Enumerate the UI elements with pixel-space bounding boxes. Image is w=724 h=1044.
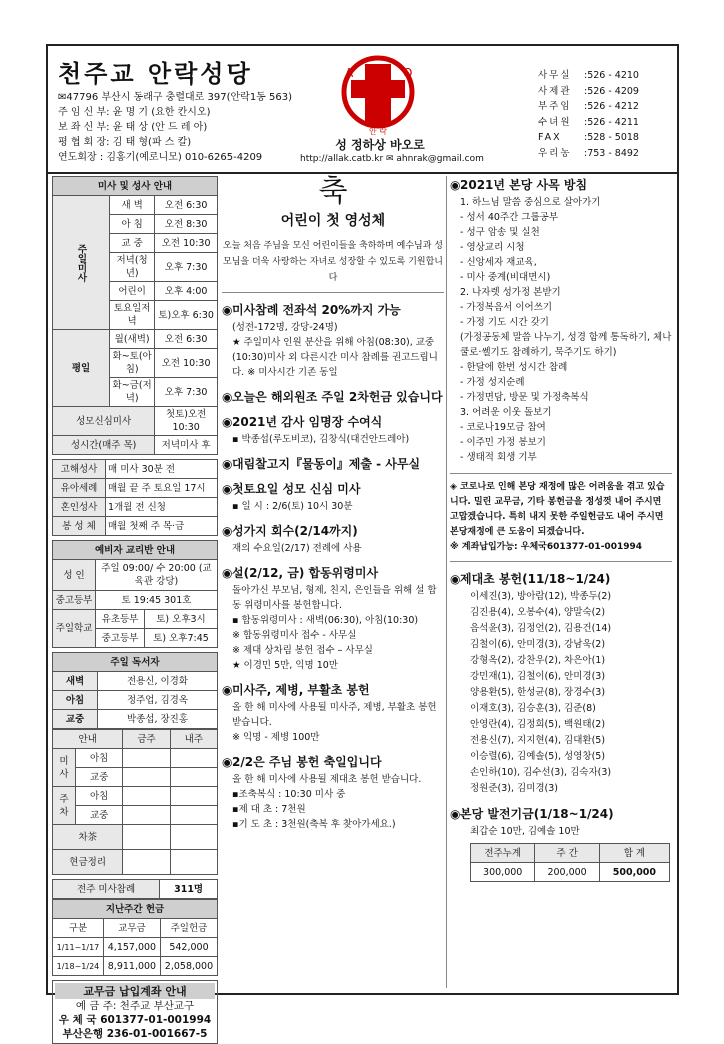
logo-omega: O bbox=[403, 66, 413, 80]
mass-name: 화~금(저녁) bbox=[110, 378, 155, 407]
contact-row bbox=[538, 115, 639, 131]
notice-title-text: 2/2은 주님 봉헌 축일입니다 bbox=[232, 755, 382, 769]
catechism-table bbox=[52, 540, 218, 648]
notice-body: 올 한 해 미사에 사용될 미사주, 제병, 부활초 봉헌 받습니다. ※ 익명 - 제병 100만 bbox=[232, 702, 437, 743]
address: ✉47796 부산시 동래구 충렬대로 397(안락1동 563) bbox=[58, 92, 293, 103]
lector-row bbox=[53, 691, 218, 710]
contact-row bbox=[538, 84, 639, 100]
school-mid: 중고등부 bbox=[96, 629, 145, 648]
notice-body: ▪ 일 시 : 2/6(토) 10시 30분 bbox=[232, 501, 353, 512]
notice-title bbox=[222, 455, 444, 472]
middle-column bbox=[222, 176, 444, 832]
mass-time: 오전 6:30 bbox=[155, 330, 218, 349]
guide-head: 안내 bbox=[53, 730, 123, 749]
contact-label: FAX bbox=[538, 132, 562, 144]
guide-parking: 주차 bbox=[53, 787, 76, 825]
guide-offering: 현금정리 bbox=[53, 850, 123, 875]
contact-list bbox=[538, 68, 639, 162]
congrats-glyph: 축 bbox=[318, 174, 348, 209]
sunday-label: 주일미사 bbox=[53, 196, 110, 330]
guide-this-week: 금주 bbox=[123, 730, 170, 749]
contact-label: 우리농 bbox=[538, 147, 572, 159]
bullet-icon: ◉ bbox=[222, 390, 233, 404]
guide-cell: 아침 bbox=[76, 749, 123, 768]
congrats-box bbox=[222, 176, 444, 293]
lector-row bbox=[53, 710, 218, 729]
notice-section bbox=[222, 455, 444, 472]
fund-val: 300,000 bbox=[471, 863, 535, 882]
school-label: 주일학교 bbox=[53, 610, 96, 648]
mass-name: 새 벽 bbox=[110, 196, 155, 215]
guide-tea: 차茶 bbox=[53, 825, 123, 850]
notice-title bbox=[222, 753, 444, 770]
offer-cell: 8,911,000 bbox=[103, 957, 160, 976]
donor-title: ◉제대초 봉헌(11/18~1/24) bbox=[450, 572, 611, 586]
mid-label: 중고등부 bbox=[53, 591, 96, 610]
contact-label: 수녀원 bbox=[538, 116, 572, 128]
mass-time: 오후 7:30 bbox=[155, 378, 218, 407]
notice-body: 재의 수요일(2/17) 전례에 사용 bbox=[232, 543, 362, 554]
funeral-chair: 연도회장 : 김홍기(예로니모) 010-6265-4209 bbox=[58, 152, 263, 163]
notice-section bbox=[222, 564, 444, 673]
offering-table bbox=[52, 899, 218, 976]
offer-head: 교무금 bbox=[103, 919, 160, 938]
attendance-label: 전주 미사참례 bbox=[53, 880, 160, 899]
parish-info bbox=[58, 90, 292, 165]
weekday-label: 평일 bbox=[53, 330, 110, 407]
fund-total: 500,000 bbox=[599, 863, 669, 882]
notice-title bbox=[222, 388, 444, 405]
sunday-mass-row bbox=[53, 196, 218, 215]
account-box bbox=[52, 980, 218, 1044]
bullet-icon: ◉ bbox=[222, 566, 233, 580]
notice-title-text: 첫토요일 성모 신심 미사 bbox=[232, 482, 361, 496]
notice-title-text: 미사참례 전좌석 20%까지 가능 bbox=[232, 303, 401, 317]
attendance-value: 311명 bbox=[160, 880, 218, 899]
sacrament-name: 유아세례 bbox=[53, 479, 106, 498]
bullet-icon: ◉ bbox=[222, 524, 233, 538]
contact-sep: : bbox=[584, 85, 588, 97]
notice-title-text: 성가지 회수(2/14까지) bbox=[232, 524, 358, 538]
congrats-title: 어린이 첫 영성체 bbox=[280, 213, 386, 229]
website-email[interactable]: http://allak.catb.kr ✉ ahnrak@gmail.com bbox=[300, 154, 484, 164]
etc-name: 성모신심미사 bbox=[53, 407, 155, 436]
bullet-icon: ◉ bbox=[222, 415, 233, 429]
right-column bbox=[450, 176, 672, 882]
contact-number: 526 - 4210 bbox=[587, 70, 639, 81]
offer-cell: 1/11~1/17 bbox=[53, 938, 104, 957]
mass-name: 아 침 bbox=[110, 215, 155, 234]
sacrament-table bbox=[52, 459, 218, 536]
lector-row bbox=[53, 672, 218, 691]
notice-body: ▪ 박종섭(루도비코), 김창식(대건안드레아) bbox=[232, 434, 410, 445]
etc-time: 저녁미사 후 bbox=[155, 436, 218, 455]
account-holder: 예 금 주: 천주교 부산교구 bbox=[75, 1000, 195, 1012]
mass-time: 오후 7:30 bbox=[155, 253, 218, 282]
fund-head: 전주누계 bbox=[471, 844, 535, 863]
contact-sep: : bbox=[584, 132, 588, 144]
attendance-table bbox=[52, 879, 218, 899]
fund-body: 최갑순 10만, 김예솔 10만 bbox=[470, 826, 580, 837]
contact-number: 528 - 5018 bbox=[587, 132, 639, 144]
account-post: 우 체 국 601377-01-001994 bbox=[58, 1014, 212, 1026]
contact-number: 526 - 4209 bbox=[587, 85, 639, 97]
fund-head: 주 간 bbox=[535, 844, 599, 863]
bullet-icon: ◉ bbox=[222, 303, 233, 317]
offer-cell: 542,000 bbox=[160, 938, 217, 957]
offering-title: 지난주간 헌금 bbox=[53, 900, 218, 919]
lector-mass: 교중 bbox=[53, 710, 98, 729]
lector-mass: 아침 bbox=[53, 691, 98, 710]
notice-title-text: 오늘은 해외원조 주일 2차헌금 있습니다 bbox=[232, 390, 443, 404]
notice-title bbox=[222, 564, 444, 581]
notice-title bbox=[222, 480, 444, 497]
council-president: 평 협 회 장: 김 태 형(파 스 칼) bbox=[58, 137, 192, 148]
etc-name: 성시간(매주 목) bbox=[53, 436, 155, 455]
fund-val: 200,000 bbox=[535, 863, 599, 882]
bullet-icon: ◉ bbox=[222, 457, 233, 471]
lector-title: 주일 독서자 bbox=[53, 653, 218, 672]
bulletin-frame bbox=[46, 44, 679, 1040]
header bbox=[48, 46, 677, 174]
guide-cell: 교중 bbox=[76, 768, 123, 787]
notice-title-text: 대림찰고지『물동이』제출 - 사무실 bbox=[232, 457, 421, 471]
etc-mass-row bbox=[53, 407, 218, 436]
offer-cell: 1/18~1/24 bbox=[53, 957, 104, 976]
notice-title-text: 2021년 감사 임명장 수여식 bbox=[232, 415, 383, 429]
guide-cell: 아침 bbox=[76, 787, 123, 806]
notice-title bbox=[222, 522, 444, 539]
logo-text: 안 락 bbox=[369, 127, 387, 136]
sacrament-row bbox=[53, 517, 218, 536]
guide-table bbox=[52, 729, 218, 875]
parish-logo-icon bbox=[323, 52, 433, 138]
lector-names: 전용신, 이경화 bbox=[98, 672, 218, 691]
account-title: 교무금 납입계좌 안내 bbox=[55, 983, 215, 999]
notice-title bbox=[222, 301, 444, 318]
contact-number: 526 - 4211 bbox=[587, 116, 639, 128]
notice-section bbox=[222, 413, 444, 447]
sacrament-name: 봉 성 체 bbox=[53, 517, 106, 536]
sacrament-name: 고해성사 bbox=[53, 460, 106, 479]
bullet-icon: ◉ bbox=[222, 755, 233, 769]
contact-number: 526 - 4212 bbox=[587, 101, 639, 113]
adult-val: 주일 09:00/ 수 20:00 (교육관 강당) bbox=[96, 560, 218, 591]
mass-time: 오전 10:30 bbox=[155, 349, 218, 378]
mass-name: 월(새벽) bbox=[110, 330, 155, 349]
contact-row bbox=[538, 68, 639, 84]
lector-names: 박종섭, 장진홍 bbox=[98, 710, 218, 729]
sacrament-name: 혼인성사 bbox=[53, 498, 106, 517]
offer-head: 주일헌금 bbox=[160, 919, 217, 938]
policy-body: 1. 하느님 말씀 중심으로 살아가기 - 성서 40주간 그룹공부 - 성구 암송 및 실천 - 영상교리 시청 - 신앙세자 재교육, - 미사 중계(비대면시) 2. 나자렛 성가정 본받기 - 가정복음서 이어쓰기 - 가정 기도 시간 갖기 (가정공동체 말씀 나누기, 성경 함께 통독하기, 체나쿨로·쎌기도 참례하기, 묵주기도 하기) - 한달에 한번 성시간 참례 - 가정 성지순례 - 가정면담, 방문 및 가정축복식 3. 어려운 이웃 돌보기 - 코로나19모금 참여 - 이주민 가정 봉보기 - 생태적 회생 기부 bbox=[460, 197, 672, 463]
contact-number: 753 - 8492 bbox=[587, 147, 639, 159]
mass-time: 오전 8:30 bbox=[155, 215, 218, 234]
contact-row bbox=[538, 130, 639, 146]
contact-label: 사제관 bbox=[538, 85, 572, 97]
sacrament-info: 매월 첫째 주 목·금 bbox=[106, 517, 218, 536]
congrats-body: 오늘 처음 주님을 모신 어린이들을 축하하며 예수님과 성모님을 더욱 사랑하는 자녀로 성장할 수 있도록 기원합니다 bbox=[223, 241, 443, 283]
column-divider bbox=[446, 176, 447, 988]
offer-cell: 2,058,000 bbox=[160, 957, 217, 976]
school-elem-time: 토) 오후3시 bbox=[145, 610, 218, 629]
weekday-mass-row bbox=[53, 330, 218, 349]
etc-time: 첫토)오전 10:30 bbox=[155, 407, 218, 436]
catechism-title: 예비자 교리반 안내 bbox=[53, 541, 218, 560]
patron-saint: 성 정하상 바오로 bbox=[335, 138, 425, 152]
notice-section bbox=[222, 480, 444, 514]
notice-section bbox=[222, 388, 444, 405]
left-column bbox=[52, 176, 218, 1044]
bullet-icon: ◉ bbox=[222, 683, 233, 697]
fund-table bbox=[470, 843, 670, 882]
account-bank: 부산은행 236-01-001667-5 bbox=[62, 1028, 208, 1040]
contact-label: 부주임 bbox=[538, 101, 572, 113]
mass-name: 교 중 bbox=[110, 234, 155, 253]
mass-name: 토요일저녁 bbox=[110, 301, 155, 330]
lector-table bbox=[52, 652, 218, 729]
bullet-icon: ◉ bbox=[222, 482, 233, 496]
fund-head: 합 계 bbox=[599, 844, 669, 863]
logo-alpha: A bbox=[345, 66, 354, 80]
mass-time: 오후 4:00 bbox=[155, 282, 218, 301]
mass-time: 오전 10:30 bbox=[155, 234, 218, 253]
mass-schedule-table bbox=[52, 176, 218, 455]
policy-title: ◉2021년 본당 사목 방침 bbox=[450, 178, 588, 192]
contact-row bbox=[538, 99, 639, 115]
notice-section bbox=[222, 681, 444, 745]
mass-time: 오전 6:30 bbox=[155, 196, 218, 215]
etc-mass-row bbox=[53, 436, 218, 455]
mass-time: 토)오후 6:30 bbox=[155, 301, 218, 330]
assistant-priest: 보 좌 신 부: 윤 태 상 (안 드 레 아) bbox=[58, 122, 208, 133]
mass-title: 미사 및 성사 안내 bbox=[53, 177, 218, 196]
notice-section bbox=[222, 522, 444, 556]
fund-title: ◉본당 발전기금(1/18~1/24) bbox=[450, 807, 614, 821]
school-mid-time: 토) 오후7:45 bbox=[145, 629, 218, 648]
sacrament-info: 1개월 전 신청 bbox=[106, 498, 218, 517]
finance-notice: ◈ 코로나로 인해 본당 재정에 많은 어려움을 겪고 있습니다. 밀린 교무금, 기타 봉헌금을 정성껏 내어 주시면 고맙겠습니다. 특히 내지 못한 주일헌금도 내어 주시면 본당재정에 큰 도움이 되겠습니다. ※ 계좌납입가능: 우체국601377-01-001994 bbox=[450, 473, 672, 562]
sacrament-row bbox=[53, 460, 218, 479]
notice-section bbox=[222, 301, 444, 380]
adult-label: 성 인 bbox=[53, 560, 96, 591]
contact-sep: : bbox=[584, 70, 588, 81]
notice-section bbox=[222, 753, 444, 832]
contact-label: 사무실 bbox=[538, 70, 572, 81]
mass-name: 어린이 bbox=[110, 282, 155, 301]
notice-body: 올 한 해 미사에 사용될 제대초 봉헌 받습니다. ▪조축복식 : 10:30 미사 중 ▪제 대 초 : 7천원 ▪기 도 초 : 3천원(축복 후 찾아가세요.) bbox=[232, 774, 422, 830]
notice-body: 돌아가신 부모님, 형제, 친지, 은인들을 위해 설 합동 위령미사를 봉헌합니다. ▪ 합동위령미사 : 새벽(06:30), 아침(10:30) ※ 합동위령미사 접수 - 사무실 ※ 제대 상차림 봉헌 접수 – 사무실 ★ 이경민 5만, 익명 10만 bbox=[232, 585, 437, 671]
lector-names: 정주업, 김경옥 bbox=[98, 691, 218, 710]
sacrament-info: 매월 끝 주 토요일 17시 bbox=[106, 479, 218, 498]
school-elem: 유초등부 bbox=[96, 610, 145, 629]
contact-sep: : bbox=[584, 101, 588, 113]
mid-val: 토 19:45 301호 bbox=[96, 591, 218, 610]
donor-list: 이세진(3), 방아람(12), 박종두(2) 김진용(4), 오봉수(4), 양말숙(2) 음석윤(3), 김정언(2), 김용건(14) 김철이(6), 안미경(3), 강남욱(2) 강형옥(2), 강찬우(2), 차은아(1) 강민재(1), 김철이(6), 안미경(3) 양용환(5), 한성균(8), 장경수(3) 이재호(3), 김승훈(3), 김준(8) 안영란(4), 김정희(5), 백원태(2) 전용신(7), 지지현(4), 김대환(5) 이승렬(6), 김예솔(5), 성영창(5) 손인하(10), 김수선(3), 김숙자(3) 정원준(3), 김미경(3) bbox=[470, 591, 612, 794]
mass-name: 화~토(아침) bbox=[110, 349, 155, 378]
guide-cell: 교중 bbox=[76, 806, 123, 825]
notice-title bbox=[222, 681, 444, 698]
notice-title-text: 미사주, 제병, 부활초 봉헌 bbox=[232, 683, 370, 697]
pastor: 주 임 신 부: 윤 명 기 (요한 칸시오) bbox=[58, 107, 211, 118]
sacrament-info: 매 미사 30분 전 bbox=[106, 460, 218, 479]
offer-cell: 4,157,000 bbox=[103, 938, 160, 957]
contact-sep: : bbox=[584, 116, 588, 128]
sacrament-row bbox=[53, 498, 218, 517]
contact-sep: : bbox=[584, 147, 588, 159]
offer-head: 구분 bbox=[53, 919, 104, 938]
parish-title: 천주교 안락성당 bbox=[58, 60, 253, 88]
notice-body: (성전-172명, 강당-24명) ★ 주일미사 인원 분산을 위해 아침(08:30), 교중(10:30)미사 외 다른시간 미사 참례를 권고드립니다. ※ 미사시간 기존 동일 bbox=[232, 322, 438, 378]
sacrament-row bbox=[53, 479, 218, 498]
notice-title-text: 설(2/12, 금) 합동위령미사 bbox=[232, 566, 379, 580]
mass-name: 저녁(청년) bbox=[110, 253, 155, 282]
notice-title bbox=[222, 413, 444, 430]
guide-mass: 미사 bbox=[53, 749, 76, 787]
guide-next-week: 내주 bbox=[170, 730, 217, 749]
contact-row bbox=[538, 146, 639, 162]
lector-mass: 새벽 bbox=[53, 672, 98, 691]
